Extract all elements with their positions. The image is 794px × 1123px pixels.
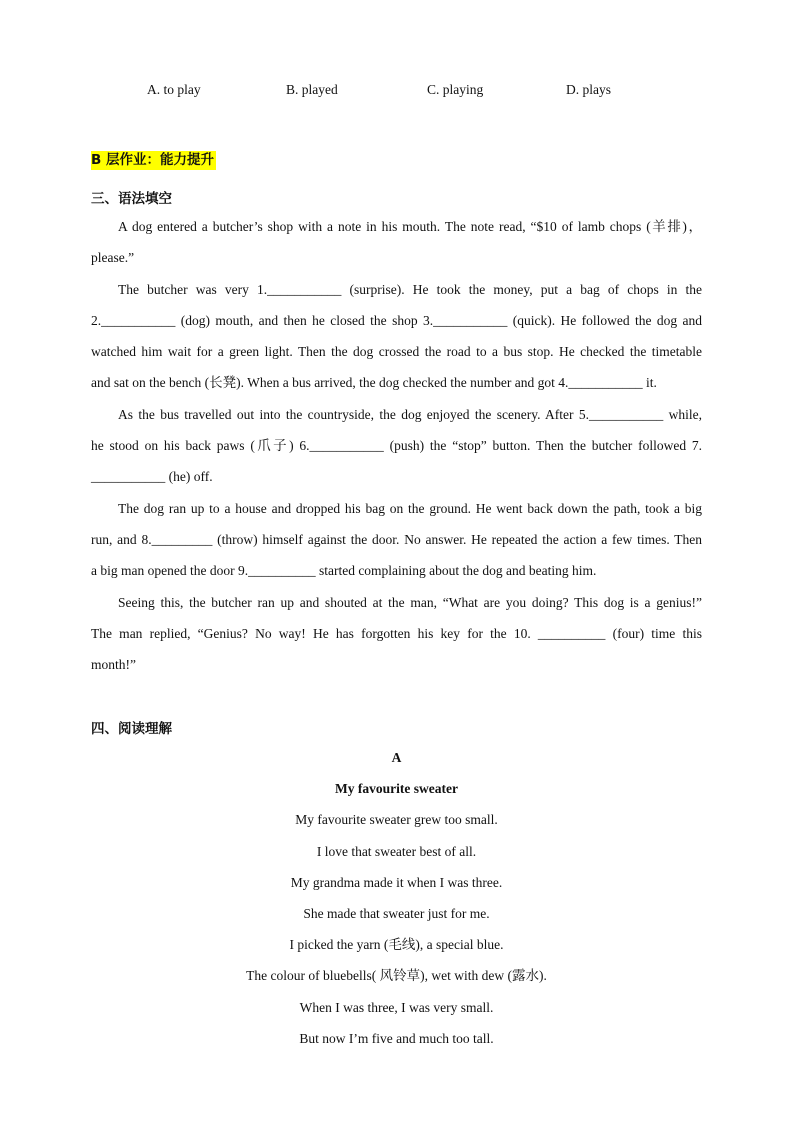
section-b-heading <box>91 148 216 168</box>
poem-line: I love that sweater best of all. <box>316 843 477 859</box>
option-a: A. to play <box>147 82 201 97</box>
passage-line: The man replied, “Genius? No way! He has forgotten his key for the 10. __________ (four) time this <box>91 625 702 641</box>
passage-line: As the bus travelled out into the countryside, the dog enjoyed the scenery. After 5.___________ while, <box>118 406 702 422</box>
reading-passage-a <box>91 742 702 1054</box>
option-b: B. played <box>286 82 338 97</box>
poem-line: I picked the yarn (毛线), a special blue. <box>289 937 504 953</box>
passage-title: My favourite sweater <box>335 781 458 797</box>
answer-options <box>147 82 707 102</box>
passage-line: he stood on his back paws (爪子) 6.___________ (push) the “stop” button. Then the butcher followed 7. <box>91 438 702 454</box>
passage-line: and sat on the bench (长凳). When a bus arrived, the dog checked the number and got 4.___________ it. <box>91 375 657 391</box>
section-b-highlight <box>91 151 216 170</box>
section-4-title: 四、阅读理解 <box>91 721 172 737</box>
passage-line: a big man opened the door 9.__________ started complaining about the dog and beating him. <box>91 563 597 579</box>
section-b-prefix: B <box>91 152 106 168</box>
poem-line: The colour of bluebells( 风铃草), wet with dew (露水). <box>246 968 547 984</box>
poem-line: When I was three, I was very small. <box>299 999 494 1015</box>
poem-line: My favourite sweater grew too small. <box>295 812 498 828</box>
passage-line: A dog entered a butcher’s shop with a note in his mouth. The note read, “$10 of lamb chops (羊排)， <box>118 219 702 234</box>
poem-line: She made that sweater just for me. <box>303 905 490 921</box>
passage-line: run, and 8._________ (throw) himself against the door. No answer. He repeated the action a few times. Then <box>91 531 702 547</box>
passage-line: The butcher was very 1.___________ (surprise). He took the money, put a bag of chops in the <box>118 281 702 297</box>
passage-line: The dog ran up to a house and dropped his bag on the ground. He went back down the path, took a big <box>118 500 702 516</box>
passage-letter: A <box>391 750 402 765</box>
option-d: D. plays <box>566 82 611 97</box>
passage-line: watched him wait for a green light. Then the dog crossed the road to a bus stop. He checked the timetable <box>91 344 702 360</box>
passage-line: ___________ (he) off. <box>91 469 213 485</box>
option-c: C. playing <box>427 82 484 97</box>
section-b-title: 层作业：能力提升 <box>106 152 214 168</box>
section-3-title: 三、语法填空 <box>91 191 172 207</box>
poem-line: But now I’m five and much too tall. <box>299 1030 494 1046</box>
cloze-passage <box>91 211 702 680</box>
poem-line: My grandma made it when I was three. <box>290 874 503 890</box>
passage-line: 2.___________ (dog) mouth, and then he closed the shop 3.___________ (quick). He followed the dog and <box>91 312 702 328</box>
passage-line: Seeing this, the butcher ran up and shouted at the man, “What are you doing? This dog is a genius!” <box>118 594 702 610</box>
passage-line: month!” <box>91 657 136 673</box>
passage-line: please.” <box>91 250 135 266</box>
